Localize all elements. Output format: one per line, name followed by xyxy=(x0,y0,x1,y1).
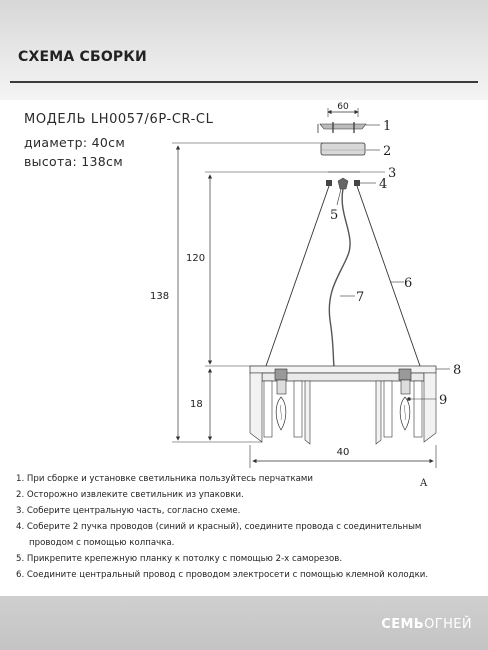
instruction-item-continued: проводом с помощью колпачка. xyxy=(29,538,175,548)
bracket-width-dimension xyxy=(328,102,358,117)
chain-length-value: 120 xyxy=(186,253,206,264)
instruction-item: 5. Прикрепите крепежную планку к потолку с помощью 2-х саморезов. xyxy=(16,554,343,564)
ceiling-canopy xyxy=(321,143,365,155)
brand-light: ОГНЕЙ xyxy=(424,617,472,632)
instruction-item: 4. Соберите 2 пучка проводов (синий и красный), соедините провода с соединительным xyxy=(16,522,422,532)
diameter-value: 40 xyxy=(336,447,350,458)
callout-numbers xyxy=(330,119,461,408)
instruction-item: 6. Соедините центральный провод с проводом электросети с помощью клемной колодки. xyxy=(16,570,429,580)
body-height-value: 18 xyxy=(190,399,203,410)
instruction-item: 3. Соберите центральную часть, согласно схеме. xyxy=(16,506,241,516)
page-title: СХЕМА СБОРКИ xyxy=(18,49,147,65)
instructions-list xyxy=(16,471,478,583)
diameter-label: диаметр: 40см xyxy=(24,135,126,150)
instruction-item: 2. Осторожно извлеките светильник из упаковки. xyxy=(16,490,244,500)
callout-6: 6 xyxy=(404,276,413,291)
section-label: A xyxy=(420,478,428,489)
instruction-item: 1. При сборке и установке светильника пользуйтесь перчатками xyxy=(16,474,314,484)
footer-band xyxy=(0,596,488,650)
callout-3: 3 xyxy=(388,166,397,181)
mounting-bracket xyxy=(318,122,366,133)
callout-5: 5 xyxy=(330,208,339,223)
suspension-cables xyxy=(266,186,420,366)
callout-7: 7 xyxy=(356,290,365,305)
brand-logo xyxy=(381,617,472,632)
model-label: МОДЕЛЬ LH0057/6P-CR-CL xyxy=(24,112,214,127)
callout-1: 1 xyxy=(383,119,392,134)
bracket-width-value: 60 xyxy=(337,102,349,112)
brand-bold: СЕМЬ xyxy=(381,617,425,632)
height-label: высота: 138см xyxy=(24,154,123,169)
suspension-top xyxy=(326,172,360,189)
total-height-value: 138 xyxy=(150,291,170,302)
callout-4: 4 xyxy=(379,177,388,192)
callout-9: 9 xyxy=(439,393,448,408)
callout-8: 8 xyxy=(453,363,462,378)
callout-2: 2 xyxy=(383,144,392,159)
